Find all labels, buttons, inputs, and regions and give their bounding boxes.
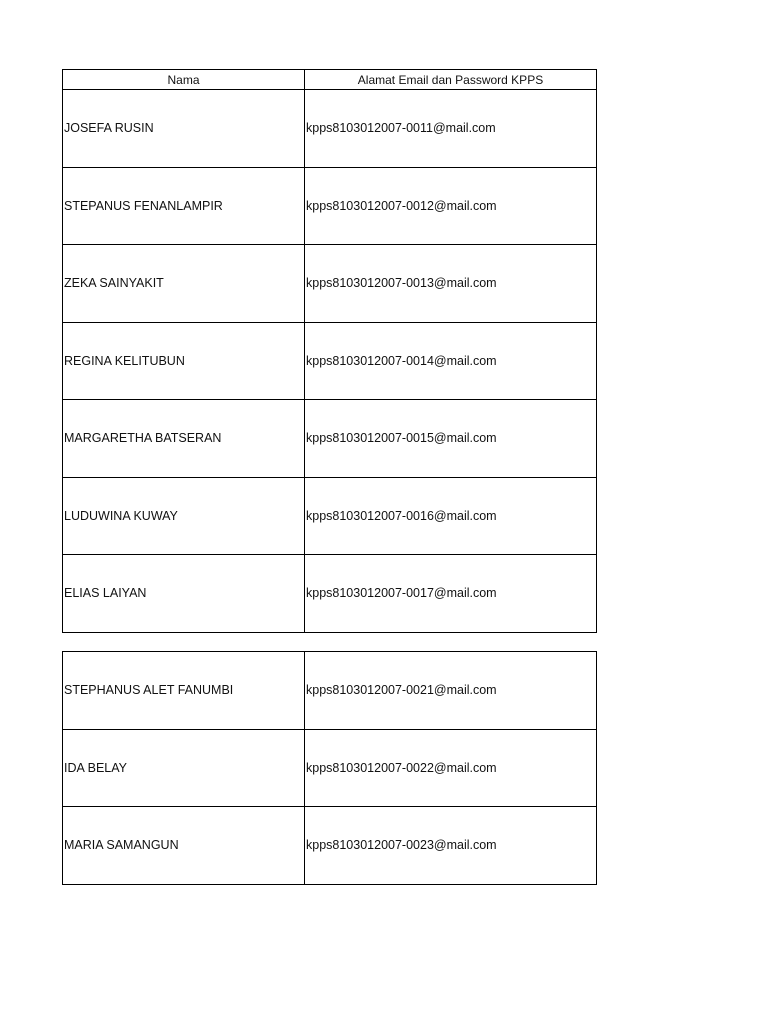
table-row — [63, 729, 597, 807]
email-cell: kpps8103012007-0022@mail.com — [305, 729, 597, 807]
column-header-name: Nama — [63, 70, 305, 90]
table-row — [63, 90, 597, 168]
column-header-email-password: Alamat Email dan Password KPPS — [305, 70, 597, 90]
email-cell: kpps8103012007-0016@mail.com — [305, 477, 597, 555]
email-cell: kpps8103012007-0012@mail.com — [305, 167, 597, 245]
name-cell: IDA BELAY — [63, 729, 305, 807]
table-row — [63, 652, 597, 730]
table-row — [63, 477, 597, 555]
name-cell: STEPANUS FENANLAMPIR — [63, 167, 305, 245]
name-cell: ZEKA SAINYAKIT — [63, 245, 305, 323]
email-cell: kpps8103012007-0017@mail.com — [305, 555, 597, 633]
table-row — [63, 400, 597, 478]
table-row — [63, 555, 597, 633]
name-cell: REGINA KELITUBUN — [63, 322, 305, 400]
kpps-table-group-2 — [62, 651, 597, 885]
table-row — [63, 807, 597, 885]
name-cell: MARIA SAMANGUN — [63, 807, 305, 885]
name-cell: STEPHANUS ALET FANUMBI — [63, 652, 305, 730]
name-cell: LUDUWINA KUWAY — [63, 477, 305, 555]
name-cell: JOSEFA RUSIN — [63, 90, 305, 168]
email-cell: kpps8103012007-0011@mail.com — [305, 90, 597, 168]
email-cell: kpps8103012007-0015@mail.com — [305, 400, 597, 478]
name-cell: MARGARETHA BATSERAN — [63, 400, 305, 478]
name-cell: ELIAS LAIYAN — [63, 555, 305, 633]
table-row — [63, 167, 597, 245]
email-cell: kpps8103012007-0013@mail.com — [305, 245, 597, 323]
email-cell: kpps8103012007-0021@mail.com — [305, 652, 597, 730]
email-cell: kpps8103012007-0023@mail.com — [305, 807, 597, 885]
table-row — [63, 245, 597, 323]
kpps-table-group-1 — [62, 69, 597, 633]
email-cell: kpps8103012007-0014@mail.com — [305, 322, 597, 400]
table-row — [63, 322, 597, 400]
table-header-row — [63, 70, 597, 90]
